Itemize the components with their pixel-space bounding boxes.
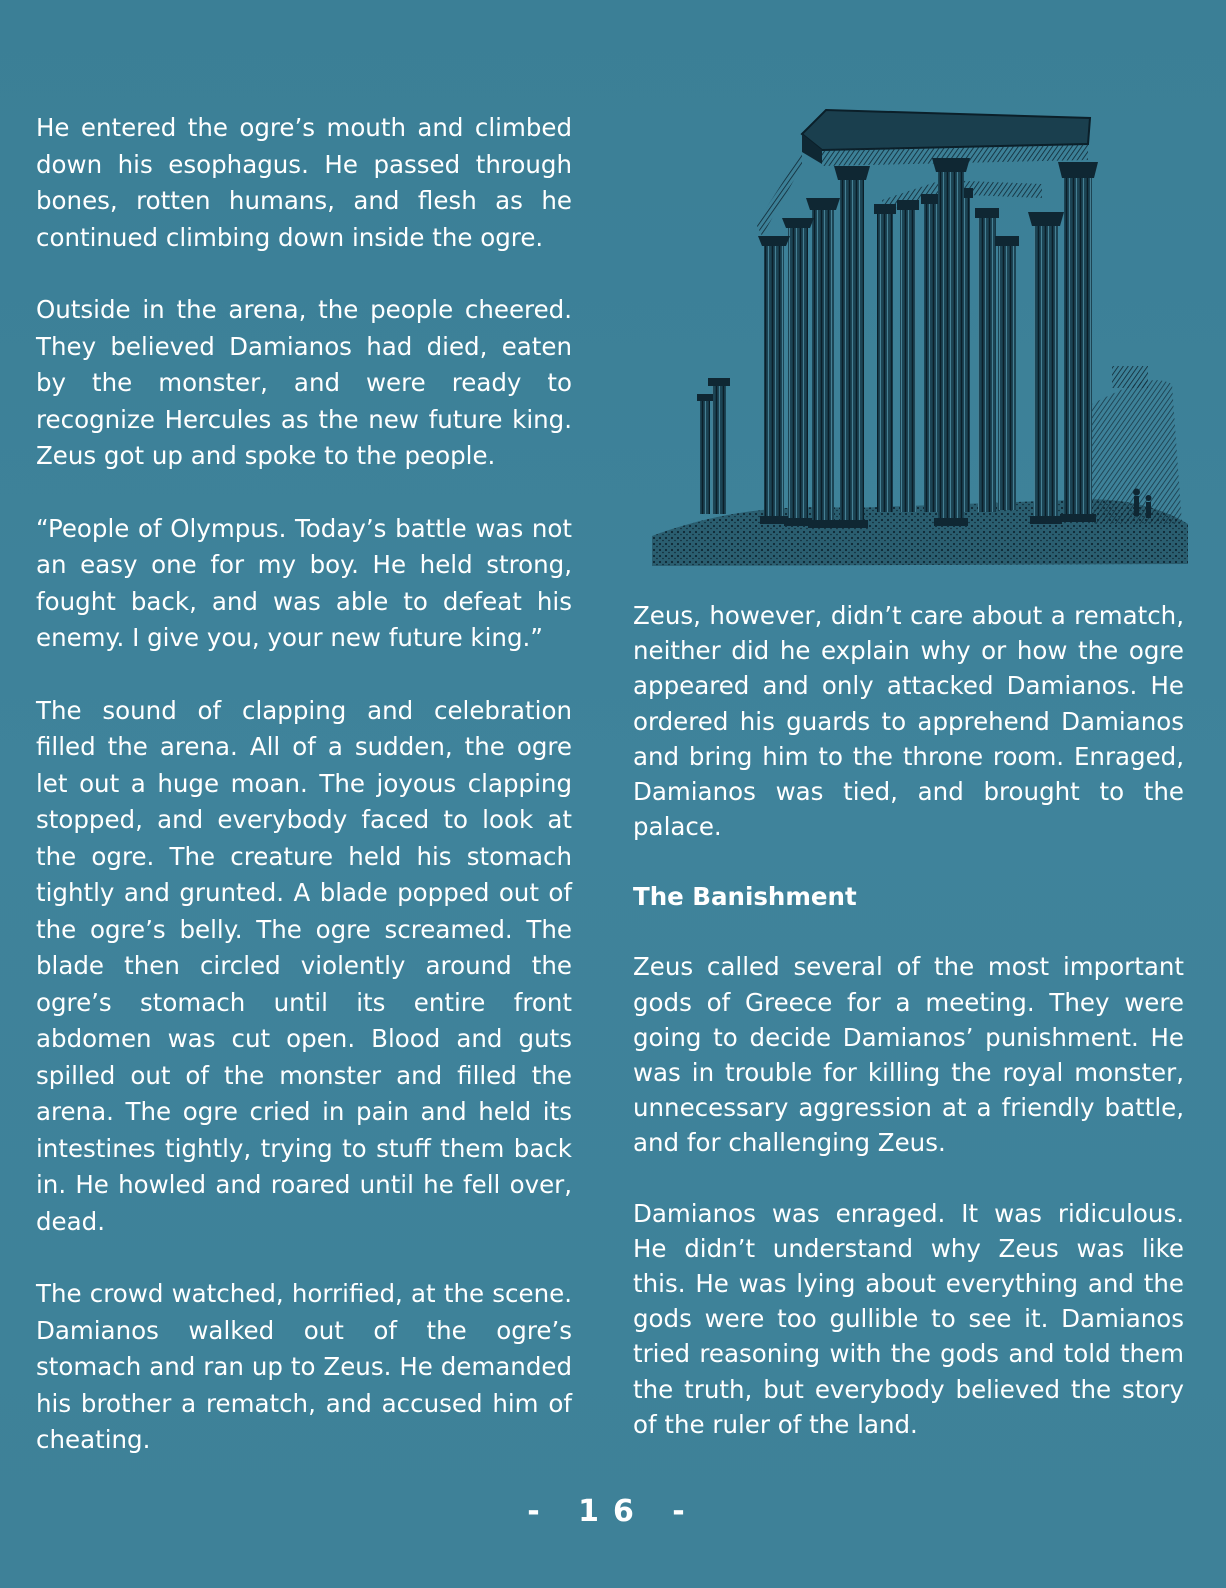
right-text-column [633, 598, 1184, 1477]
paragraph-ogre-mouth: He entered the ogre’s mouth and climbed down his esophagus. He passed through bones, rotten humans, and flesh as he continued climbing down inside the ogre. [36, 113, 572, 252]
page-number: - 16 - [527, 1494, 699, 1529]
paragraph-damianos-enraged: Damianos was enraged. It was ridiculous. He didn’t understand why Zeus was like this. He was lying about everything and the gods were too gullible to see it. Damianos tried reasoning with the gods and told them the truth, but everybody believed the story of the ruler of the land. [633, 1198, 1184, 1439]
paragraph-ogre-death: The sound of clapping and celebration filled the arena. All of a sudden, the ogre let out a huge moan. The joyous clapping stopped, and everybody faced to look at the ogre. The creature held his stomach tightly and grunted. A blade popped out of the ogre’s belly. The ogre screamed. The blade then circled violently around the ogre’s stomach until its entire front abdomen was cut open. Blood and guts spilled out of the monster and filled the arena. The ogre cried in pain and held its intestines tightly, trying to stuff them back in. He howled and roared until he fell over, dead. [36, 695, 572, 1236]
paragraph-arena-cheer: Outside in the arena, the people cheered. They believed Damianos had died, eaten by the monster, and were ready to recognize Hercules as the new future king. Zeus got up and spoke to the people. [36, 295, 572, 470]
paragraph-crowd-horrified: The crowd watched, horrified, at the scene. Damianos walked out of the ogre’s stomach and ran up to Zeus. He demanded his brother a rematch, and accused him of cheating. [36, 1279, 572, 1454]
paragraph-gods-meeting: Zeus called several of the most important gods of Greece for a meeting. They were going to decide Damianos’ punishment. He was in trouble for killing the royal monster, unnecessary aggression at a friendly battle, and for challenging Zeus. [633, 952, 1184, 1158]
temple-ruins-illustration [652, 104, 1188, 580]
left-text-column [36, 110, 572, 1495]
paragraph-zeus-rematch: Zeus, however, didn’t care about a rematch, neither did he explain why or how the ogre appeared and only attacked Damianos. He ordered his guards to apprehend Damianos and bring him to the throne room. Enraged, Damianos was tied, and brought to the palace. [633, 601, 1184, 842]
section-heading-banishment: The Banishment [633, 882, 857, 912]
paragraph-zeus-speech: “People of Olympus. Today’s battle was not an easy one for my boy. He held strong, fought back, and was able to defeat his enemy. I give you, your new future king.” [36, 513, 572, 652]
distant-columns [697, 378, 730, 514]
